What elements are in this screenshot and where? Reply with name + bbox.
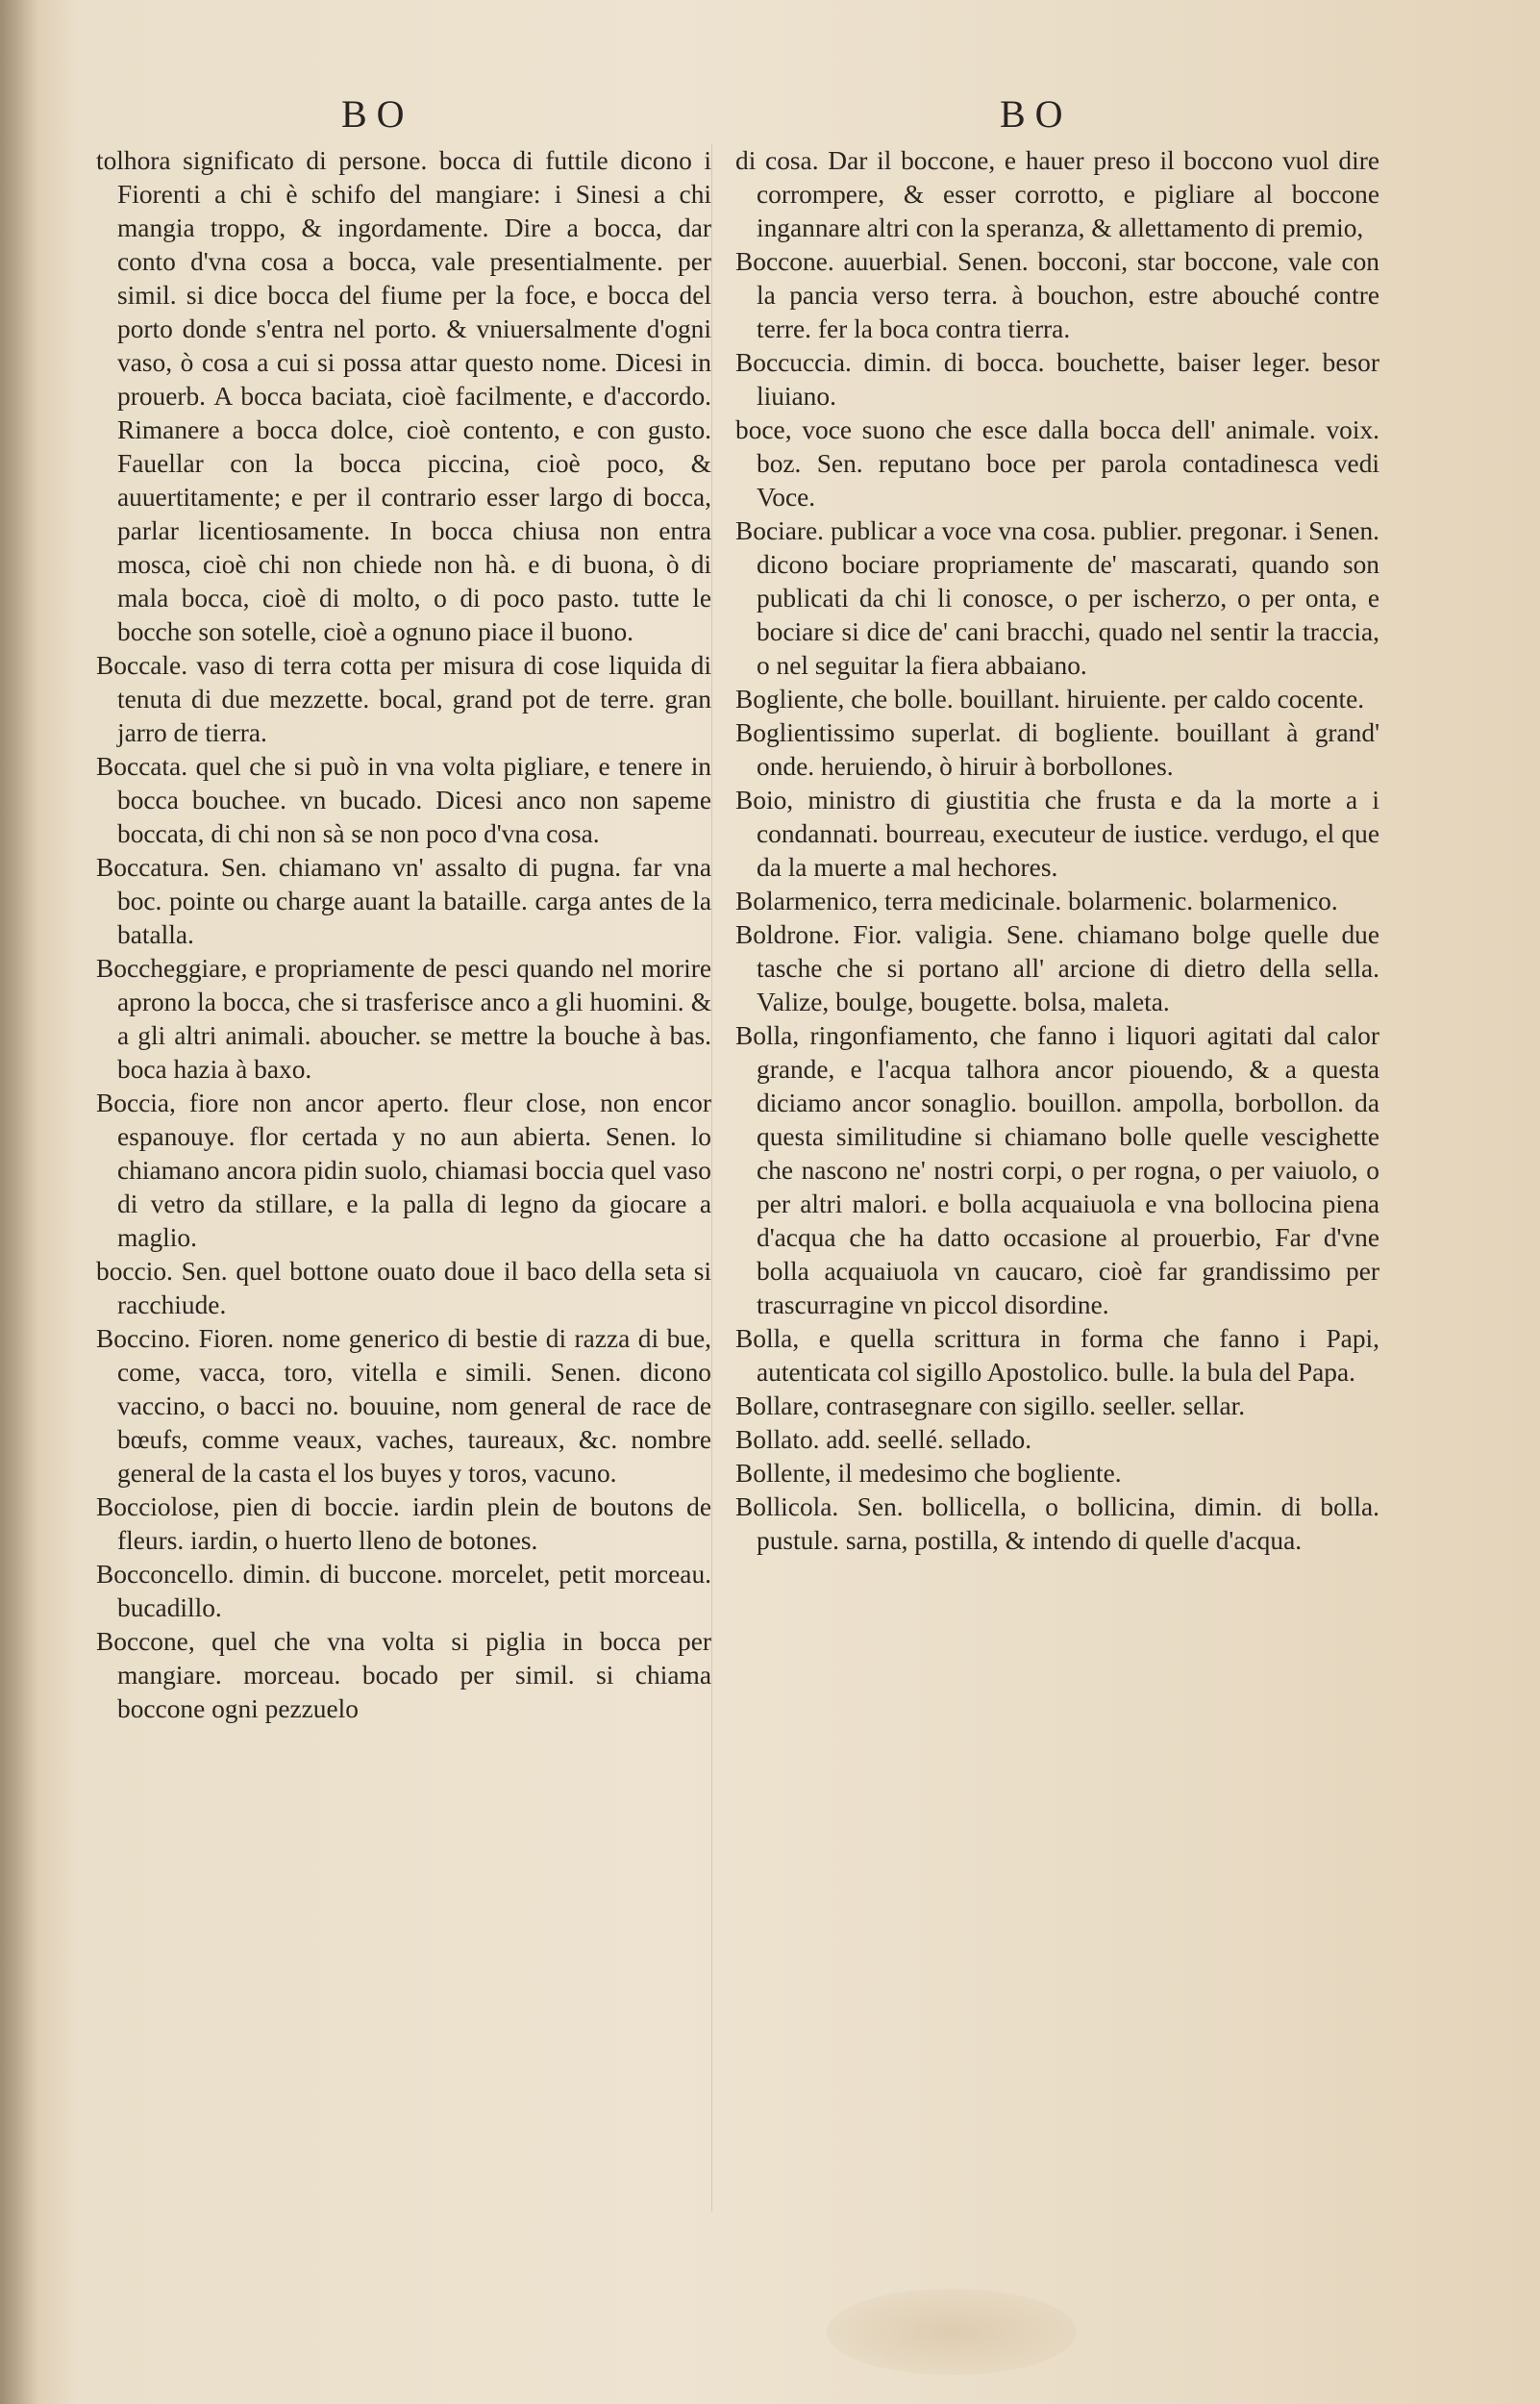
right-column (735, 144, 1379, 1558)
running-header-right: BO (1000, 92, 1073, 136)
dictionary-entry: Bolla, ringonfiamento, che fanno i liquori agitati dal calor grande, e l'acqua talhora ancor piouendo, & a questa diciamo ancor sonaglio. bouillon. ampolla, borbollon. da questa similitudine si chiamano bolle quelle vescighette che nascono ne' nostri corpi, o per rogna, o per vaiuolo, o per altri malori. e bolla acquaiuola e vna bollocina piena d'acqua che ha datto occasione al prouerbio, Far d'vne bolla acquaiuola vn caucaro, cioè far grandissimo per trascurragine vn piccol disordine. (735, 1021, 1379, 1319)
dictionary-entry: Boccino. Fioren. nome generico di bestie di razza di bue, come, vacca, toro, vitella e simili. Senen. dicono vaccino, o bacci no. bouuine, nom general de race de bœufs, comme veaux, vaches, taureaux, &c. nombre general de la casta el los buyes y toros, vacuno. (96, 1324, 711, 1488)
dictionary-entry: Bociare. publicar a voce vna cosa. publier. pregonar. i Senen. dicono bociare propriamente de' mascarati, quando son publicati da chi li conosce, o per ischerzo, o per onta, e bociare si dice de' cani bracchi, quado nel sentir la traccia, o nel seguitar la fiera abbaiano. (735, 516, 1379, 680)
dictionary-entry: Boccone, quel che vna volta si piglia in bocca per mangiare. morceau. bocado per simil. si chiama boccone ogni pezzuelo (96, 1627, 711, 1723)
dictionary-entry: Boccia, fiore non ancor aperto. fleur close, non encor espanouye. flor certada y no aun abierta. Senen. lo chiamano ancora pidin suolo, chiamasi boccia quel vaso di vetro da stillare, e la palla di legno da giocare a maglio. (96, 1089, 711, 1252)
paper-stain (827, 2289, 1077, 2375)
running-header-left: BO (341, 92, 414, 136)
dictionary-entry: Bollato. add. seellé. sellado. (735, 1425, 1032, 1454)
dictionary-entry: Boglientissimo superlat. di bogliente. bouillant à grand' onde. heruiendo, ò hiruir à borbollones. (735, 718, 1379, 781)
dictionary-entry: Boccheggiare, e propriamente de pesci quando nel morire aprono la bocca, che si trasferisce anco a gli huomini. & a gli altri animali. aboucher. se mettre la bouche à bas. boca hazia à baxo. (96, 954, 711, 1084)
dictionary-entry: tolhora significato di persone. bocca di futtile dicono i Fiorenti a chi è schifo del mangiare: i Sinesi a chi mangia troppo, & ingordamente. Dire a bocca, dar conto d'vna cosa a bocca, vale presentialmente. per simil. si dice bocca del fiume per la foce, e bocca del porto donde s'entra nel porto. & vniuersalmente d'ogni vaso, ò cosa a cui si possa attar questo nome. Dicesi in prouerb. A bocca baciata, cioè facilmente, e d'accordo. Rimanere a bocca dolce, cioè contento, e con gusto. Fauellar con la bocca piccina, cioè poco, & auuertitamente; e per il contrario esser largo di bocca, parlar licentiosamente. In bocca chiusa non entra mosca, cioè chi non chiede non hà. e di buona, ò di mala bocca, cioè di molto, o di poco pasto. tutte le bocche son sotelle, cioè a ognuno piace il buono. (96, 146, 711, 646)
dictionary-entry: Bocciolose, pien di boccie. iardin plein de boutons de fleurs. iardin, o huerto lleno de botones. (96, 1492, 711, 1555)
column-divider (711, 144, 712, 2212)
dictionary-entry: Bolarmenico, terra medicinale. bolarmenic. bolarmenico. (735, 887, 1338, 915)
left-column (96, 144, 711, 1726)
dictionary-entry: Bolla, e quella scrittura in forma che fanno i Papi, autenticata col sigillo Apostolico. bulle. la bula del Papa. (735, 1324, 1379, 1387)
dictionary-entry: Bogliente, che bolle. bouillant. hiruiente. per caldo cocente. (735, 685, 1365, 714)
dictionary-entry: Bollare, contrasegnare con sigillo. seeller. sellar. (735, 1391, 1246, 1420)
dictionary-entry: Boccata. quel che si può in vna volta pigliare, e tenere in bocca bouchee. vn bucado. Dicesi anco non sapeme boccata, di chi non sà se non poco d'vna cosa. (96, 752, 711, 848)
dictionary-entry: Bollicola. Sen. bollicella, o bollicina, dimin. di bolla. pustule. sarna, postilla, & intendo di quelle d'acqua. (735, 1492, 1379, 1555)
dictionary-entry: di cosa. Dar il boccone, e hauer preso il boccono vuol dire corrompere, & esser corrotto, e pigliare al boccone ingannare altri con la speranza, & allettamento di premio, (735, 146, 1379, 242)
dictionary-entry: Boccuccia. dimin. di bocca. bouchette, baiser leger. besor liuiano. (735, 348, 1379, 411)
dictionary-entry: Boldrone. Fior. valigia. Sene. chiamano bolge quelle due tasche che si portano all' arcione di dietro della sella. Valize, boulge, bougette. bolsa, maleta. (735, 920, 1379, 1016)
dictionary-entry: Boio, ministro di giustitia che frusta e da la morte a i condannati. bourreau, executeur de iustice. verdugo, el que da la muerte a mal hechores. (735, 786, 1379, 882)
dictionary-entry: Boccone. auuerbial. Senen. bocconi, star boccone, vale con la pancia verso terra. à bouchon, estre abouché contre terre. fer la boca contra tierra. (735, 247, 1379, 343)
dictionary-entry: Boccatura. Sen. chiamano vn' assalto di pugna. far vna boc. pointe ou charge auant la bataille. carga antes de la batalla. (96, 853, 711, 949)
dictionary-entry: boce, voce suono che esce dalla bocca dell' animale. voix. boz. Sen. reputano boce per parola contadinesca vedi Voce. (735, 415, 1379, 512)
dictionary-entry: Bollente, il medesimo che bogliente. (735, 1459, 1122, 1488)
dictionary-entry: Boccale. vaso di terra cotta per misura di cose liquida di tenuta di due mezzette. bocal, grand pot de terre. gran jarro de tierra. (96, 651, 711, 747)
page-gutter-shadow (0, 0, 38, 2404)
dictionary-entry: Bocconcello. dimin. di buccone. morcelet, petit morceau. bucadillo. (96, 1560, 711, 1622)
dictionary-entry: boccio. Sen. quel bottone ouato doue il baco della seta si racchiude. (96, 1257, 711, 1319)
